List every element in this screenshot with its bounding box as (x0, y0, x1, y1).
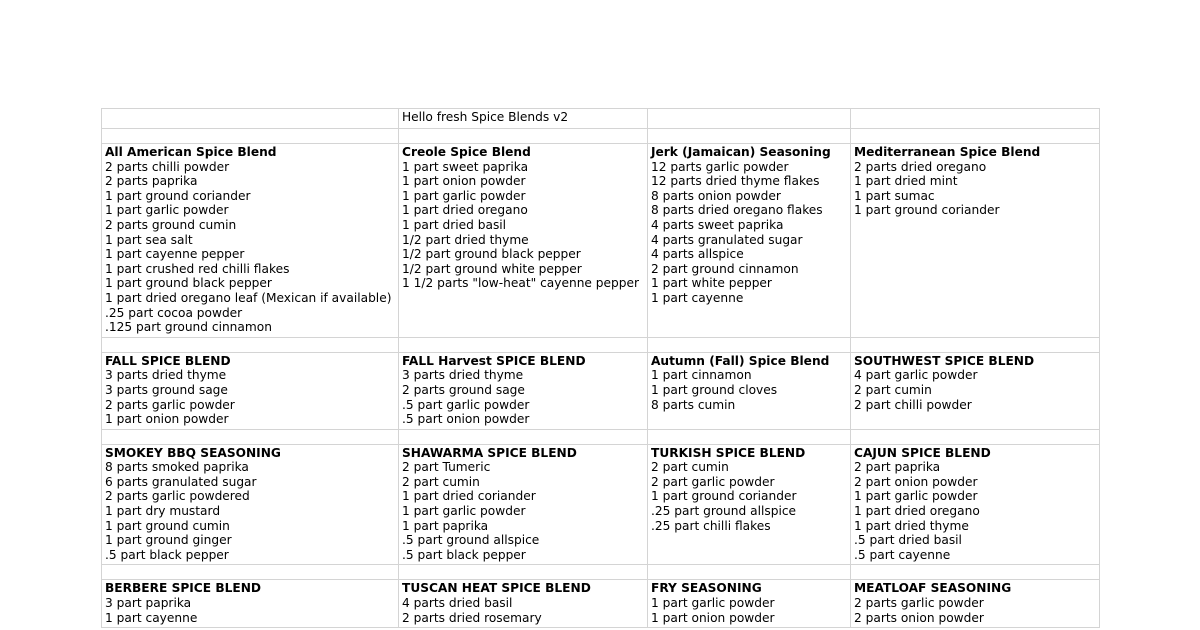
ingredient-line: 1 part dried coriander (402, 489, 536, 504)
ingredient-line: .5 part garlic powder (402, 397, 530, 412)
blend-name: Jerk (Jamaican) Seasoning (651, 145, 831, 159)
ingredient-line: 6 parts granulated sugar (105, 474, 257, 489)
ingredient-line: 1 part dried thyme (854, 518, 969, 533)
blend-cell (399, 352, 648, 429)
blend-name: FALL SPICE BLEND (105, 353, 231, 368)
blend-name: All American Spice Blend (105, 145, 277, 159)
empty-cell (648, 129, 851, 144)
ingredient-line: 2 parts ground cumin (105, 217, 237, 232)
ingredient-line: 2 parts onion powder (854, 610, 984, 625)
ingredient-line: 2 parts garlic powder (105, 397, 235, 412)
blend-cell (648, 352, 851, 429)
blend-name: Mediterranean Spice Blend (854, 145, 1041, 159)
cell (851, 109, 1100, 129)
ingredient-line: 1 part dried oregano (402, 203, 528, 218)
ingredient-line: 1 part white pepper (651, 276, 772, 291)
blend-name: SMOKEY BBQ SEASONING (105, 445, 281, 460)
ingredient-line: 1 part garlic powder (402, 504, 526, 519)
ingredient-line: 1 part onion powder (105, 412, 229, 427)
ingredient-line: 8 parts onion powder (651, 188, 781, 203)
ingredient-line: 2 part Tumeric (402, 460, 491, 475)
ingredient-line: 1 part sweet paprika (402, 159, 529, 174)
cell (648, 109, 851, 129)
ingredient-line: 1 part garlic powder (402, 188, 526, 203)
empty-cell (102, 129, 399, 144)
blend-name: TUSCAN HEAT SPICE BLEND (402, 581, 591, 596)
blend-name: FALL Harvest SPICE BLEND (402, 353, 586, 368)
empty-cell (851, 565, 1100, 580)
ingredient-line: 2 parts garlic powder (854, 596, 984, 611)
blend-cell (851, 444, 1100, 565)
blend-name: MEATLOAF SEASONING (854, 581, 1012, 596)
ingredient-line: .5 part ground allspice (402, 533, 540, 548)
document-title: Hello fresh Spice Blends v2 (399, 109, 648, 129)
ingredient-line: 2 part ground cinnamon (651, 261, 799, 276)
blend-cell (399, 444, 648, 565)
empty-cell (851, 129, 1100, 144)
spacer-row (102, 429, 1100, 444)
ingredient-line: 4 parts dried basil (402, 596, 513, 611)
empty-cell (399, 337, 648, 352)
ingredient-line: 3 parts dried thyme (105, 368, 227, 383)
ingredient-line: 1 part dried mint (854, 174, 958, 189)
blend-row (102, 444, 1100, 565)
ingredient-line: 1 part ground coriander (105, 188, 251, 203)
ingredient-line: 1 part dried oregano (854, 504, 980, 519)
ingredient-line: 1 part ground coriander (651, 489, 797, 504)
empty-cell (851, 337, 1100, 352)
ingredient-line: 8 parts dried oregano flakes (651, 203, 823, 218)
ingredient-line: 2 parts chilli powder (105, 159, 230, 174)
blend-name: Autumn (Fall) Spice Blend (651, 353, 830, 368)
ingredient-line: .5 part black pepper (105, 547, 229, 562)
ingredient-line: .5 part dried basil (854, 533, 962, 548)
empty-cell (102, 429, 399, 444)
blend-name: CAJUN SPICE BLEND (854, 445, 991, 460)
blend-cell (648, 580, 851, 628)
empty-cell (399, 429, 648, 444)
ingredient-line: 2 part cumin (402, 474, 480, 489)
ingredient-line: .125 part ground cinnamon (105, 320, 272, 335)
ingredient-line: 3 part paprika (105, 596, 192, 611)
ingredient-line: 1 part onion powder (402, 174, 526, 189)
ingredient-line: 2 part cumin (854, 382, 932, 397)
blend-name: Creole Spice Blend (402, 145, 531, 159)
ingredient-line: 1/2 part ground black pepper (402, 247, 581, 262)
blend-cell (851, 352, 1100, 429)
ingredient-line: 2 part chilli powder (854, 397, 972, 412)
ingredient-line: 1 part cayenne (105, 610, 198, 625)
ingredient-line: 2 parts ground sage (402, 382, 525, 397)
ingredient-line: 1 part dried oregano leaf (Mexican if available) (105, 290, 392, 305)
ingredient-line: 1 part sea salt (105, 232, 193, 247)
blend-name: SOUTHWEST SPICE BLEND (854, 353, 1035, 368)
ingredient-line: 1 part garlic powder (651, 596, 775, 611)
empty-cell (399, 129, 648, 144)
cell (102, 109, 399, 129)
ingredient-line: 8 parts smoked paprika (105, 460, 249, 475)
ingredient-line: 1 part crushed red chilli flakes (105, 261, 290, 276)
blend-name: SHAWARMA SPICE BLEND (402, 445, 577, 460)
ingredient-line: 2 parts garlic powdered (105, 489, 250, 504)
ingredient-line: 1 part ground black pepper (105, 276, 272, 291)
ingredient-line: .5 part onion powder (402, 412, 530, 427)
ingredient-line: 1 1/2 parts "low-heat" cayenne pepper (402, 276, 640, 291)
ingredient-line: 4 parts sweet paprika (651, 217, 784, 232)
blend-cell (102, 444, 399, 565)
ingredient-line: 2 part garlic powder (651, 474, 775, 489)
empty-cell (851, 429, 1100, 444)
blend-cell (851, 144, 1100, 338)
blend-cell (102, 580, 399, 628)
empty-cell (102, 337, 399, 352)
ingredient-line: 12 parts dried thyme flakes (651, 174, 820, 189)
ingredient-line: 1 part ground ginger (105, 533, 232, 548)
ingredient-line: 1 part cayenne (651, 290, 744, 305)
blend-cell (399, 144, 648, 338)
title-row (102, 109, 1100, 129)
ingredient-line: 2 part paprika (854, 460, 941, 475)
blend-cell (399, 580, 648, 628)
blend-cell (648, 444, 851, 565)
ingredient-line: 3 parts dried thyme (402, 368, 524, 383)
spreadsheet-table (101, 108, 1100, 628)
blend-row (102, 144, 1100, 338)
ingredient-line: 1 part cayenne pepper (105, 247, 245, 262)
ingredient-line: 1 part sumac (854, 188, 935, 203)
blend-cell (851, 580, 1100, 628)
ingredient-line: .5 part black pepper (402, 547, 526, 562)
ingredient-line: .5 part cayenne (854, 547, 951, 562)
spacer-row (102, 565, 1100, 580)
empty-cell (648, 429, 851, 444)
ingredient-line: 1 part dry mustard (105, 504, 221, 519)
ingredient-line: 1 part onion powder (651, 610, 775, 625)
ingredient-line: 1 part ground cumin (105, 518, 230, 533)
ingredient-line: 4 parts granulated sugar (651, 232, 803, 247)
ingredient-line: 2 part cumin (651, 460, 729, 475)
ingredient-line: 1 part garlic powder (854, 489, 978, 504)
ingredient-line: 1/2 part ground white pepper (402, 261, 582, 276)
ingredient-line: 1 part dried basil (402, 217, 507, 232)
blend-row (102, 580, 1100, 628)
ingredient-line: .25 part chilli flakes (651, 518, 771, 533)
ingredient-line: 1 part cinnamon (651, 368, 752, 383)
blend-cell (102, 144, 399, 338)
ingredient-line: 4 parts allspice (651, 247, 744, 262)
blend-cell (102, 352, 399, 429)
ingredient-line: 2 parts dried oregano (854, 159, 987, 174)
ingredient-line: 4 part garlic powder (854, 368, 978, 383)
ingredient-line: 1 part ground coriander (854, 203, 1000, 218)
ingredient-line: 3 parts ground sage (105, 382, 228, 397)
ingredient-line: .25 part ground allspice (651, 504, 797, 519)
empty-cell (102, 565, 399, 580)
ingredient-line: 1 part ground cloves (651, 382, 778, 397)
ingredient-line: 1 part paprika (402, 518, 489, 533)
ingredient-line: 1 part garlic powder (105, 203, 229, 218)
spacer-row (102, 129, 1100, 144)
ingredient-line: 1/2 part dried thyme (402, 232, 529, 247)
ingredient-line: 8 parts cumin (651, 397, 736, 412)
ingredient-line: 2 parts paprika (105, 174, 198, 189)
empty-cell (648, 565, 851, 580)
ingredient-line: 12 parts garlic powder (651, 159, 789, 174)
spacer-row (102, 337, 1100, 352)
blend-row (102, 352, 1100, 429)
blend-cell (648, 144, 851, 338)
empty-cell (648, 337, 851, 352)
blend-name: BERBERE SPICE BLEND (105, 581, 262, 596)
ingredient-line: 2 part onion powder (854, 474, 978, 489)
blend-name: FRY SEASONING (651, 581, 762, 596)
ingredient-line: 2 parts dried rosemary (402, 610, 542, 625)
empty-cell (399, 565, 648, 580)
ingredient-line: .25 part cocoa powder (105, 305, 243, 320)
blend-name: TURKISH SPICE BLEND (651, 445, 806, 460)
